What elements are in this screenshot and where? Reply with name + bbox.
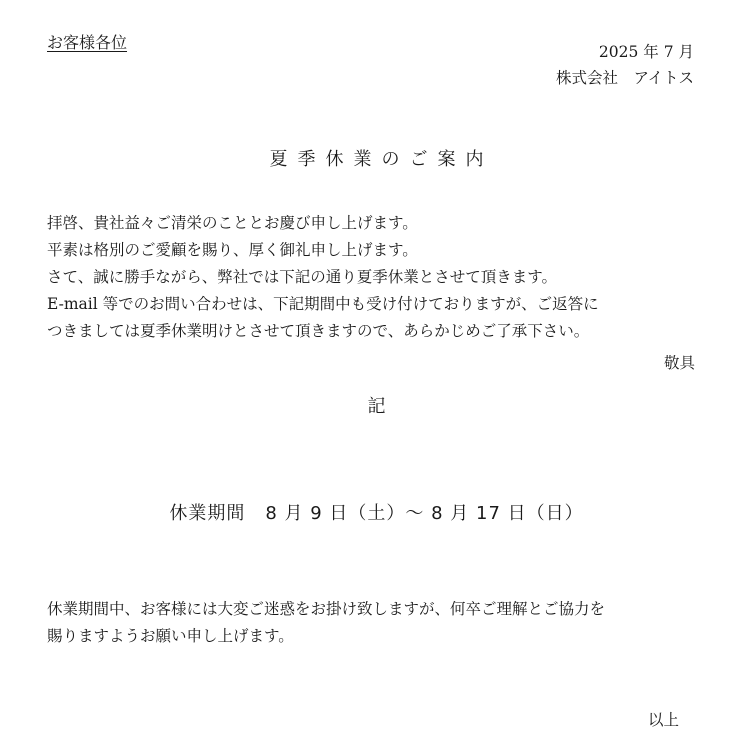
document-date: 2025 年 7 月 [598, 43, 694, 61]
company-name: 株式会社 アイトス [556, 69, 694, 87]
ki-heading: 記 [367, 396, 386, 417]
body-text [47, 210, 599, 345]
holiday-period-label: 休業期間 [169, 503, 246, 524]
body-line: 平素は格別のご愛顧を賜り、厚く御礼申し上げます。 [47, 241, 418, 259]
closing-salutation: 敬具 [663, 354, 695, 372]
body-line: E-mail 等でのお問い合わせは、下記期間中も受け付けておりますが、ご返答に [47, 295, 599, 313]
holiday-period [0, 499, 753, 525]
document-title: 夏季休業のご案内 [269, 149, 494, 170]
body-line: つきましては夏季休業明けとさせて頂きますので、あらかじめご了承下さい。 [47, 322, 590, 340]
holiday-period-range: 8 月 9 日（土）～ 8 月 17 日（日） [265, 503, 584, 524]
closing-text [47, 596, 605, 650]
body-line: 拝啓、貴社益々ご清栄のこととお慶び申し上げます。 [47, 214, 418, 232]
closing-line: 休業期間中、お客様には大変ご迷惑をお掛け致しますが、何卒ご理解とご協力を [47, 600, 606, 618]
addressee: お客様各位 [47, 33, 128, 52]
closing-line: 賜りますようお願い申し上げます。 [47, 627, 294, 645]
end-mark: 以上 [647, 711, 679, 729]
body-line: さて、誠に勝手ながら、弊社では下記の通り夏季休業とさせて頂きます。 [47, 268, 557, 286]
